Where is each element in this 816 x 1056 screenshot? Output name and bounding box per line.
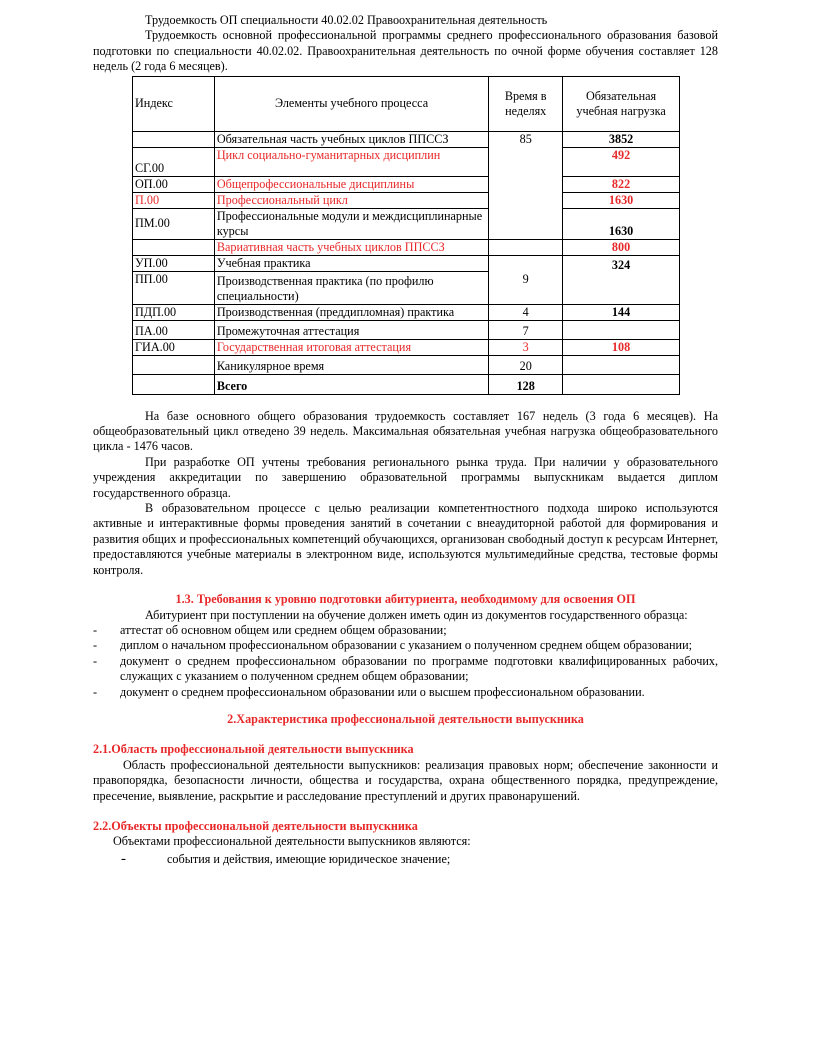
- table-row: [133, 239, 680, 255]
- cell-index: УП.00: [133, 255, 215, 271]
- cell-load: [563, 374, 680, 394]
- cell-weeks: 7: [489, 320, 563, 339]
- list-item-text: события и действия, имеющие юридическое значение;: [167, 851, 451, 866]
- body-paragraph: На базе основного общего образования трудоемкость составляет 167 недель (3 года 6 месяцев). На общеобразовательный цикл отведено 39 недель. Максимальная обязательная учебная нагрузка общеобразовательного цикла - 1476 часов.: [93, 408, 718, 454]
- section-2-1-text: Область профессиональной деятельности выпускников: реализация правовых норм; обеспечение законности и правопорядка, безопасности личности, общества и государства, охрана общественного порядка, предупреждение, пресечение, выявление, раскрытие и расследование преступлений и других правонарушений.: [93, 757, 718, 803]
- body-paragraph: При разработке ОП учтены требования регионального рынка труда. При наличии у образовательного учреждения аккредитации по завершению образовательной программы выпускникам выдается диплом государственного образца.: [93, 454, 718, 500]
- cell-index: ПМ.00: [133, 208, 215, 239]
- section-1-3-text: Абитуриент при поступлении на обучение должен иметь один из документов государственного образца:: [145, 607, 688, 622]
- cell-element: Производственная практика (по профилю специальности): [214, 271, 488, 304]
- cell-element: Профессиональный цикл: [214, 192, 488, 208]
- cell-element: Учебная практика: [214, 255, 488, 271]
- cell-load: [563, 355, 680, 374]
- cell-weeks: [489, 239, 563, 255]
- cell-weeks: 4: [489, 304, 563, 320]
- cell-index: ПА.00: [133, 320, 215, 339]
- list-item-text: документ о среднем профессиональном образовании по программе подготовки квалифицированных рабочих, служащих с указанием о полученном среднем общем образовании;: [120, 653, 718, 684]
- cell-element: Обязательная часть учебных циклов ППССЗ: [214, 131, 488, 147]
- cell-weeks: 85: [489, 131, 563, 239]
- document-list: [93, 623, 718, 700]
- table-row: [133, 374, 680, 394]
- table-row: [133, 208, 680, 239]
- table-row: [133, 355, 680, 374]
- list-item: [93, 685, 718, 700]
- cell-index: П.00: [133, 192, 215, 208]
- header-weeks: Время в неделях: [489, 76, 563, 131]
- header-load: Обязательная учебная нагрузка: [563, 76, 680, 131]
- cell-load: 324: [563, 255, 680, 304]
- cell-element: Цикл социально-гуманитарных дисциплин: [214, 147, 488, 176]
- section-1-3-title: 1.3. Требования к уровню подготовки абитуриента, необходимому для освоения ОП: [175, 592, 636, 607]
- cell-element: Профессиональные модули и междисциплинарные курсы: [214, 208, 488, 239]
- cell-load: 1630: [563, 208, 680, 239]
- table-row: [133, 320, 680, 339]
- list-item: [93, 638, 718, 653]
- header-index: Индекс: [133, 76, 215, 131]
- cell-load: 492: [563, 147, 680, 176]
- cell-load: 144: [563, 304, 680, 320]
- section-2-1-title: 2.1.Область профессиональной деятельности выпускника: [93, 742, 414, 757]
- list-item: [93, 623, 718, 638]
- table-row: [133, 339, 680, 355]
- table-row: [133, 304, 680, 320]
- section-2-title: 2.Характеристика профессиональной деятельности выпускника: [227, 711, 584, 726]
- doc-heading: Трудоемкость ОП специальности 40.02.02 Правоохранительная деятельность: [145, 13, 548, 27]
- cell-element: Всего: [214, 374, 488, 394]
- list-item: [93, 654, 718, 685]
- section-2-2-title: 2.2.Объекты профессиональной деятельности выпускника: [93, 818, 418, 833]
- cell-element: Производственная (преддипломная) практика: [214, 304, 488, 320]
- dash-marker: -: [93, 653, 98, 668]
- dash-marker: -: [121, 850, 126, 867]
- table-header-row: [133, 76, 680, 131]
- table-row: [133, 131, 680, 147]
- cell-weeks: 9: [489, 255, 563, 304]
- table-row: [133, 176, 680, 192]
- cell-element: Вариативная часть учебных циклов ППССЗ: [214, 239, 488, 255]
- cell-index: ГИА.00: [133, 339, 215, 355]
- table-row: [133, 147, 680, 176]
- cell-index: ПП.00: [133, 271, 215, 304]
- document-page: [93, 13, 718, 867]
- cell-index: ПДП.00: [133, 304, 215, 320]
- cell-index: [133, 374, 215, 394]
- cell-load: 108: [563, 339, 680, 355]
- cell-weeks: 3: [489, 339, 563, 355]
- header-elements: Элементы учебного процесса: [214, 76, 488, 131]
- cell-index: [133, 131, 215, 147]
- list-item-text: аттестат об основном общем или среднем общем образовании;: [120, 622, 447, 637]
- section-2-2-text: Объектами профессиональной деятельности выпускников являются:: [113, 834, 471, 849]
- list-item-text: документ о среднем профессиональном образовании или о высшем профессиональном образовании.: [120, 684, 645, 699]
- cell-element: Промежуточная аттестация: [214, 320, 488, 339]
- cell-load: 822: [563, 176, 680, 192]
- cell-index: ОП.00: [133, 176, 215, 192]
- list-item-text: диплом о начальном профессиональном образовании с указанием о полученном среднем общем образовании;: [120, 638, 692, 653]
- cell-index: СГ.00: [133, 147, 215, 176]
- dash-marker: -: [93, 638, 98, 653]
- cell-load: [563, 320, 680, 339]
- cell-load: 3852: [563, 131, 680, 147]
- cell-element: Общепрофессиональные дисциплины: [214, 176, 488, 192]
- table-row: [133, 255, 680, 271]
- cell-load: 800: [563, 239, 680, 255]
- cell-element: Каникулярное время: [214, 355, 488, 374]
- body-paragraph: В образовательном процессе с целью реализации компетентностного подхода широко используются активные и интерактивные формы проведения занятий в сочетании с внеаудиторной работой для формирования и развития общих и профессиональных компетенций обучающихся, организован свободный доступ к ресурсам Интернет, предоставляются учебные материалы в электронном виде, используются мультимедийные средства, тестовые формы контроля.: [93, 501, 718, 577]
- cell-index: [133, 239, 215, 255]
- intro-paragraph: Трудоемкость основной профессиональной программы среднего профессионального образования базовой подготовки по специальности 40.02.02. Правоохранительная деятельность по очной форме обучения составляет 128 недель (2 года 6 месяцев).: [93, 28, 718, 74]
- cell-element: Государственная итоговая аттестация: [214, 339, 488, 355]
- dash-marker: -: [93, 622, 98, 637]
- study-plan-table: [132, 76, 680, 395]
- cell-weeks: 20: [489, 355, 563, 374]
- list-item: [93, 852, 718, 867]
- table-row: [133, 192, 680, 208]
- cell-index: [133, 355, 215, 374]
- cell-load: 1630: [563, 192, 680, 208]
- dash-marker: -: [93, 684, 98, 699]
- cell-weeks: 128: [489, 374, 563, 394]
